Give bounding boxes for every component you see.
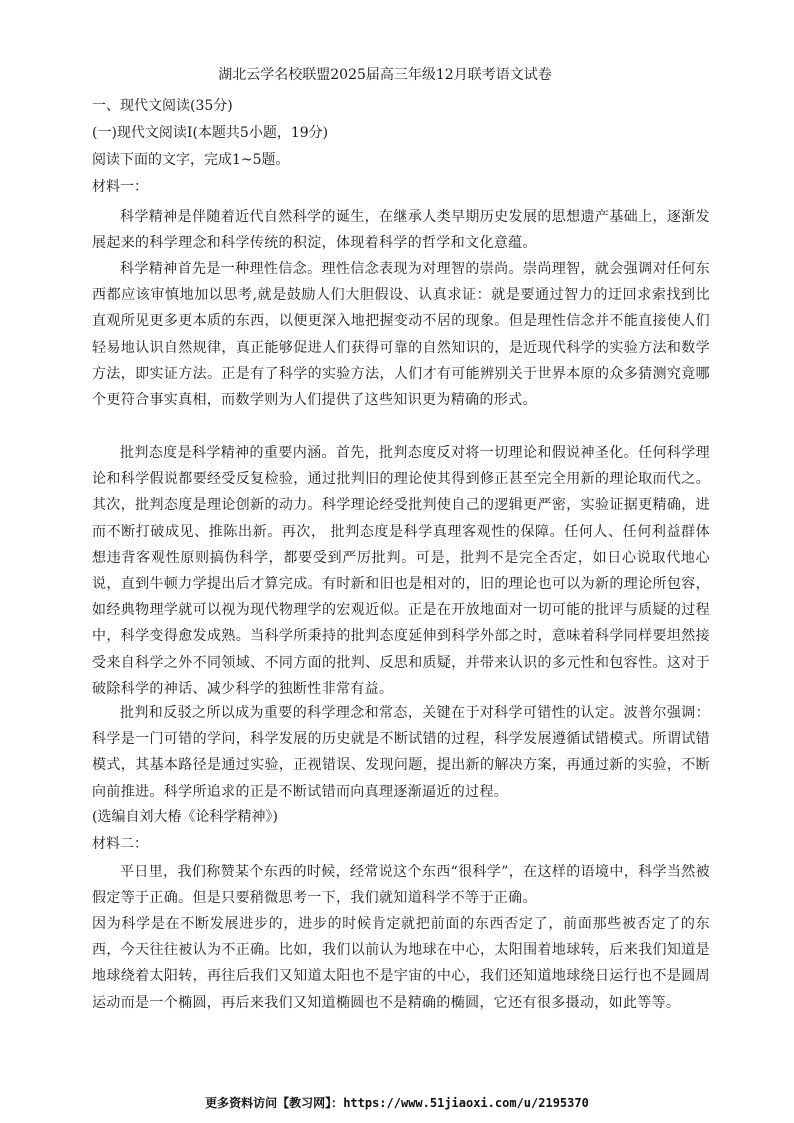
material-one-paragraph: 批判态度是科学精神的重要内涵。首先，批判态度反对将一切理论和假说神圣化。任何科学理论和科学假说都要经受反复检验，通过批判旧的理论使其得到修正甚至完全用新的理论取而代之。其次，批判态度是理论创新的动力。科学理论经受批判使自己的逻辑更严密，实验证据更精确，进而不断打破成见、推陈出新。再次， 批判态度是科学真理客观性的保障。任何人、任何利益群体想违背客观性原则搞伪科学，都要受到严厉批判。可是，批判不是完全否定，如日心说取代地心说，直到牛顿力学提出后才算完成。有时新和旧也是相对的，旧的理论也可以为新的理论所包容，如经典物理学就可以视为现代物理学的宏观近似。正是在开放地面对一切可能的批评与质疑的过程中，科学变得愈发成熟。当科学所秉持的批判态度延伸到科学外部之时，意味着科学同样要坦然接受来自科学之外不同领域、不同方面的批判、反思和质疑，并带来认识的多元性和包容性。这对于破除科学的神话、减少科学的独断性非常有益。 (92, 445, 710, 697)
section-heading: 一、现代文阅读(35分) (92, 98, 233, 114)
material-one-paragraph: 批判和反驳之所以成为重要的科学理念和常态，关键在于对科学可错性的认定。波普尔强调：科学是一门可错的学问，科学发展的历史就是不断试错的过程，科学发展遵循试错模式。所谓试错模式，其基本路径是通过实验，正视错误、发现问题，提出新的解决方案，再通过新的实验，不断向前推进。科学所追求的正是不断试错而向真理逐渐逼近的过程。 (92, 705, 710, 800)
subsection-heading: (一)现代文阅读Ⅰ(本题共5小题，19分) (92, 125, 329, 141)
material-one-label: 材料一： (92, 179, 148, 195)
material-two-label: 材料二： (92, 836, 148, 852)
material-one-paragraph: 科学精神首先是一种理性信念。理性信念表现为对理智的崇尚。崇尚理智，就会强调对任何东西都应该审慎地加以思考,就是鼓励人们大胆假设、认真求证：就是要通过智力的迂回求索找到比直观所见更多更本质的东西，以便更深入地把握变动不居的现象。但是理性信念并不能直接使人们轻易地认识自然规律，真正能够促进人们获得可靠的自然知识的，是近现代科学的实验方法和数学方法，即实证方法。正是有了科学的实验方法，人们才有可能辨别关于世界本原的众多猜测究竟哪个更符合事实真相，而数学则为人们提供了这些知识更为精确的形式。 (92, 261, 710, 409)
footer-link[interactable]: https://www.51jiaoxi.com/u/2195370 (343, 1096, 589, 1110)
source-note: (选编自刘大椿《论科学精神》) (92, 809, 278, 825)
page-footer (0, 1094, 794, 1112)
material-two-paragraph: 平日里，我们称赞某个东西的时候，经常说这个东西“很科学”，在这样的语境中，科学当然被假定等于正确。但是只要稍微思考一下，我们就知道科学不等于正确。 (92, 864, 710, 907)
exam-title: 湖北云学名校联盟2025届高三年级12月联考语文试卷 (218, 67, 552, 83)
reading-instruction: 阅读下面的文字，完成1~5题。 (92, 152, 290, 168)
material-one-paragraph: 科学精神是伴随着近代自然科学的诞生，在继承人类早期历史发展的思想遗产基础上，逐渐发展起来的科学理念和科学传统的积淀，体现着科学的哲学和文化意蕴。 (92, 209, 710, 252)
footer-prefix: 更多资料访问【教习网】： (205, 1096, 344, 1110)
material-two-paragraph: 因为科学是在不断发展进步的，进步的时候肯定就把前面的东西否定了，前面那些被否定了的东西，今天往往被认为不正确。比如，我们以前认为地球在中心，太阳围着地球转，后来我们知道是地球绕着太阳转，再往后我们又知道太阳也不是宇宙的中心，我们还知道地球绕日运行也不是圆周运动而是一个椭圆，再后来我们又知道椭圆也不是精确的椭圆，它还有很多摄动，如此等等。 (92, 916, 710, 1011)
